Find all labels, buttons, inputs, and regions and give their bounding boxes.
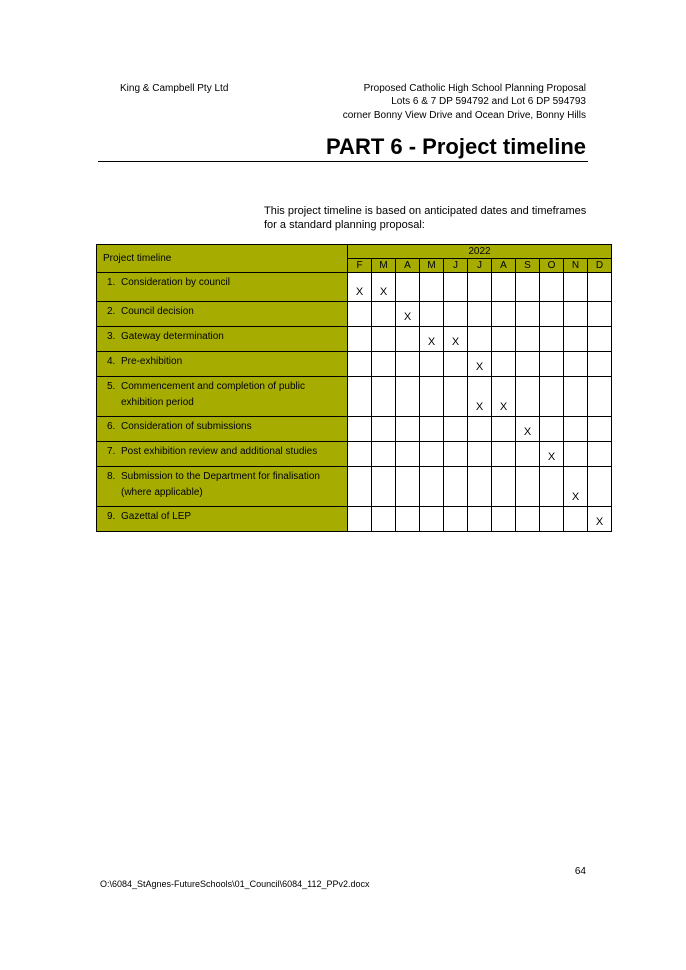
month-cell (372, 302, 396, 327)
month-cell (444, 442, 468, 467)
month-cell (420, 352, 444, 377)
month-cell: X (372, 273, 396, 302)
month-cell (444, 302, 468, 327)
project-title-line: Proposed Catholic High School Planning Proposal (363, 83, 586, 94)
month-cell (588, 273, 612, 302)
task-cell (97, 302, 348, 327)
task-cell (97, 442, 348, 467)
month-cell (540, 417, 564, 442)
task-cell (97, 507, 348, 532)
task-column-header: Project timeline (97, 245, 348, 273)
timeline-row (97, 302, 612, 327)
timeline-row (97, 507, 612, 532)
month-cell (564, 327, 588, 352)
month-cell (396, 442, 420, 467)
month-cell (396, 417, 420, 442)
month-cell (492, 302, 516, 327)
month-cell (420, 377, 444, 417)
month-cell (564, 352, 588, 377)
month-cell (348, 417, 372, 442)
task-number: 5. (107, 381, 116, 392)
timeline-row (97, 273, 612, 302)
month-cell (492, 352, 516, 377)
month-cell (564, 442, 588, 467)
month-cell (516, 352, 540, 377)
task-label: Council decision (121, 306, 194, 317)
timeline-row (97, 442, 612, 467)
file-path: O:\6084_StAgnes-FutureSchools\01_Council\6084_112_PPv2.docx (100, 879, 370, 889)
project-timeline-table (96, 244, 612, 532)
month-cell (372, 442, 396, 467)
month-cell: X (348, 273, 372, 302)
month-cell (516, 302, 540, 327)
month-cell (348, 507, 372, 532)
month-header: S (516, 259, 540, 273)
month-cell (468, 302, 492, 327)
month-cell (468, 467, 492, 507)
month-cell (348, 327, 372, 352)
month-cell (420, 273, 444, 302)
month-cell (468, 273, 492, 302)
month-cell: X (420, 327, 444, 352)
task-number: 9. (107, 511, 116, 522)
task-label: Gazettal of LEP (121, 511, 192, 522)
month-header: D (588, 259, 612, 273)
month-cell (396, 467, 420, 507)
month-cell (492, 467, 516, 507)
month-cell (444, 507, 468, 532)
project-header (343, 82, 586, 122)
month-cell (396, 377, 420, 417)
month-cell (396, 352, 420, 377)
task-number: 2. (107, 306, 116, 317)
month-cell (564, 302, 588, 327)
page-title: PART 6 - Project timeline (326, 134, 586, 159)
month-cell (348, 442, 372, 467)
month-cell (420, 507, 444, 532)
month-cell (564, 417, 588, 442)
month-cell: X (468, 352, 492, 377)
month-cell (516, 467, 540, 507)
page-number: 64 (574, 866, 586, 877)
month-cell: X (588, 507, 612, 532)
month-cell (468, 507, 492, 532)
task-label: Gateway determination (121, 331, 224, 342)
month-cell (588, 302, 612, 327)
month-cell (492, 327, 516, 352)
month-cell (468, 417, 492, 442)
month-cell (372, 327, 396, 352)
month-cell (588, 377, 612, 417)
month-cell (588, 442, 612, 467)
month-cell (492, 507, 516, 532)
month-cell (492, 273, 516, 302)
month-cell (588, 417, 612, 442)
month-cell (396, 273, 420, 302)
project-lots-line: Lots 6 & 7 DP 594792 and Lot 6 DP 594793 (391, 96, 586, 108)
task-label: Submission to the Department for finalisation (where applicable) (121, 471, 320, 498)
month-cell (516, 507, 540, 532)
month-cell (588, 327, 612, 352)
month-cell (516, 327, 540, 352)
task-number: 4. (107, 356, 116, 367)
month-cell (492, 442, 516, 467)
month-cell (540, 327, 564, 352)
month-header: O (540, 259, 564, 273)
task-cell (97, 352, 348, 377)
month-header: N (564, 259, 588, 273)
timeline-row (97, 352, 612, 377)
month-cell (516, 273, 540, 302)
task-number: 1. (107, 277, 116, 288)
month-cell (396, 507, 420, 532)
task-number: 3. (107, 331, 116, 342)
project-address-line: corner Bonny View Drive and Ocean Drive, Bonny Hills (342, 109, 586, 121)
year-header: 2022 (348, 245, 612, 259)
task-label: Post exhibition review and additional studies (121, 446, 318, 457)
month-cell (420, 417, 444, 442)
intro-paragraph: This project timeline is based on anticipated dates and timeframes for a standard planning proposal: (264, 205, 587, 231)
month-cell (372, 507, 396, 532)
company-name: King & Campbell Pty Ltd (120, 83, 229, 94)
month-cell (348, 352, 372, 377)
task-cell (97, 327, 348, 352)
task-label: Pre-exhibition (121, 356, 183, 367)
month-header: J (444, 259, 468, 273)
month-cell (588, 352, 612, 377)
month-cell (444, 417, 468, 442)
month-cell (444, 377, 468, 417)
month-header: M (372, 259, 396, 273)
month-cell (372, 352, 396, 377)
task-cell (97, 417, 348, 442)
month-cell: X (540, 442, 564, 467)
task-cell (97, 273, 348, 302)
month-cell (420, 467, 444, 507)
month-cell (420, 442, 444, 467)
table-header-row (97, 245, 612, 259)
month-header: M (420, 259, 444, 273)
month-header: F (348, 259, 372, 273)
month-cell (372, 417, 396, 442)
month-cell (564, 377, 588, 417)
month-cell (540, 467, 564, 507)
timeline-row (97, 377, 612, 417)
month-cell (444, 467, 468, 507)
month-cell: X (396, 302, 420, 327)
title-divider (98, 161, 588, 162)
timeline-row (97, 327, 612, 352)
task-label: Commencement and completion of public exhibition period (121, 381, 305, 408)
month-cell (540, 352, 564, 377)
timeline-row (97, 467, 612, 507)
month-cell (540, 377, 564, 417)
month-cell (348, 377, 372, 417)
task-cell (97, 377, 348, 417)
month-cell: X (468, 377, 492, 417)
month-cell (372, 377, 396, 417)
task-label: Consideration of submissions (121, 421, 252, 432)
month-cell (420, 302, 444, 327)
month-cell (564, 507, 588, 532)
month-cell (516, 442, 540, 467)
month-cell: X (492, 377, 516, 417)
month-cell (468, 327, 492, 352)
month-cell (540, 302, 564, 327)
month-header: J (468, 259, 492, 273)
month-cell (564, 273, 588, 302)
month-cell (348, 467, 372, 507)
month-cell (444, 273, 468, 302)
task-label: Consideration by council (121, 277, 230, 288)
month-cell (516, 377, 540, 417)
timeline-row (97, 417, 612, 442)
month-cell (540, 273, 564, 302)
month-header: A (492, 259, 516, 273)
month-cell (540, 507, 564, 532)
task-cell (97, 467, 348, 507)
month-cell: X (516, 417, 540, 442)
month-cell (468, 442, 492, 467)
month-cell: X (564, 467, 588, 507)
month-cell (492, 417, 516, 442)
task-number: 7. (107, 446, 116, 457)
month-cell: X (444, 327, 468, 352)
month-cell (396, 327, 420, 352)
task-number: 6. (107, 421, 116, 432)
month-cell (444, 352, 468, 377)
month-cell (372, 467, 396, 507)
month-cell (348, 302, 372, 327)
month-cell (588, 467, 612, 507)
month-header: A (396, 259, 420, 273)
task-number: 8. (107, 471, 116, 482)
